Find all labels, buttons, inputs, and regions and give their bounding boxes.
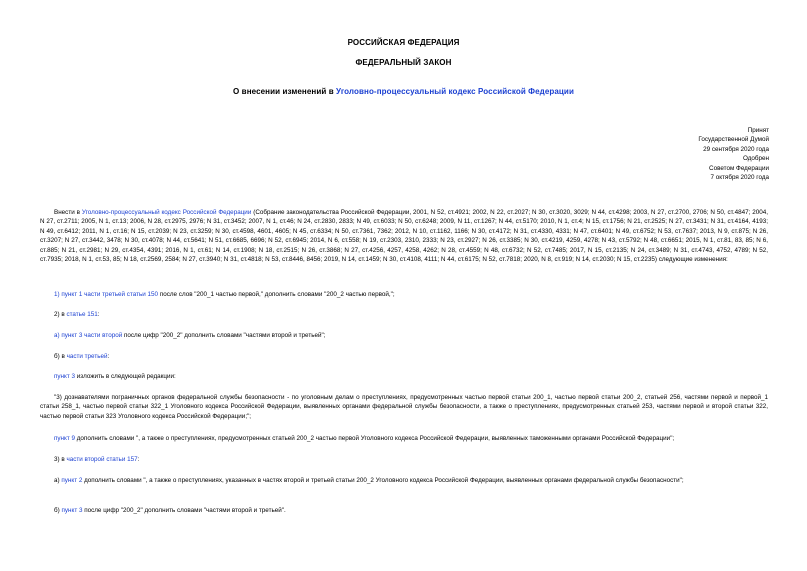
- document-type-heading: ФЕДЕРАЛЬНЫЙ ЗАКОН: [355, 58, 452, 67]
- law-title: [0, 87, 807, 96]
- law-title-code-link[interactable]: Уголовно-процессуальный кодекс Российской Федерации: [336, 87, 574, 96]
- intro-paragraph: [40, 208, 768, 264]
- item-3-prefix: 3) в: [54, 456, 67, 463]
- point-3-text: изложить в следующей редакции:: [75, 373, 176, 380]
- item-3: [54, 455, 768, 464]
- item-3a-text: дополнить словами ", а также о преступлениях, указанных в частях второй и третьей статьи 200_2 Уголовного кодекса Российской Федерации, выявленных органами федеральной службы безопасности";: [82, 477, 684, 484]
- item-2b-link[interactable]: части третьей: [66, 353, 108, 360]
- item-2-prefix: 2) в: [54, 311, 67, 318]
- item-2b: [54, 352, 768, 361]
- item-1-link[interactable]: 1) пункт 1 части третьей статьи 150: [54, 291, 159, 298]
- point-9-line: [54, 434, 768, 443]
- item-2b-suffix: :: [107, 353, 110, 360]
- item-2a: [54, 331, 768, 340]
- law-title-prefix: О внесении изменений в: [233, 87, 337, 96]
- adoption-line-council: Советом Федерации: [709, 164, 769, 172]
- item-2b-prefix: б) в: [54, 353, 67, 360]
- item-3b-prefix: б): [54, 507, 62, 514]
- adoption-block: [698, 126, 769, 182]
- adoption-line-adopted: Принят: [747, 127, 769, 134]
- country-heading: РОССИЙСКАЯ ФЕДЕРАЦИЯ: [347, 38, 460, 47]
- item-2-link[interactable]: статье 151: [66, 311, 98, 318]
- adoption-line-duma: Государственной Думой: [698, 136, 769, 144]
- item-2: [54, 310, 768, 319]
- item-2a-link[interactable]: а) пункт 3 части второй: [54, 332, 123, 339]
- point-9-link[interactable]: пункт 9: [54, 435, 75, 442]
- item-3a-link[interactable]: пункт 2: [61, 477, 83, 484]
- intro-code-link[interactable]: Уголовно-процессуальный кодекс Российской Федерации: [81, 209, 252, 216]
- item-2a-text: после цифр "200_2" дополнить словами "частями второй и третьей";: [122, 332, 326, 339]
- intro-prefix: Внести в: [54, 209, 82, 216]
- point-3-link[interactable]: пункт 3: [54, 373, 75, 380]
- adoption-line-duma-date: 29 сентября 2020 года: [703, 145, 769, 153]
- item-3-suffix: :: [137, 456, 140, 463]
- intro-text: (Собрание законодательства Российской Федерации, 2001, N 52, ст.4921; 2002, N 22, ст.2027; N 30, ст.3020, 3029; N 44, ст.4298; 2003, N 27, ст.2700, 2706; N 50, ст.4847; 2004, N 27, ст.2711; 2005, N 1, ст.13; 2006, N 28, ст.2975, 2976; N 31, ст.3452; 2007, N 1, ст.46; N 24, ст.2830, 2833; N 49, ст.6033; N 50, ст.6248; 2009, N 11, ст.1267; N 44, ст.5170; 2010, N 1, ст.4; N 15, ст.1756; N 21, ст.2525; N 27, ст.3431; N 31, ст.4164, 4193; N 49, ст.6412; 2011, N 1, ст.16; N 15, ст.2039; N 23, ст.3259; N 30, ст.4598, 4601, 4605; N 45, ст.6334; N 50, ст.7361, 7362; 2012, N 10, ст.1162, 1166; N 30, ст.4172; N 31, ст.4330, 4331; N 47, ст.6401; N 49, ст.6752; N 53, ст.7637; 2013, N 9, ст.875; N 26, ст.3207; N 27, ст.3442, 3478; N 30, ст.4078; N 44, ст.5641; N 51, ст.6685, 6696; N 52, ст.6945; 2014, N 6, ст.558; N 19, ст.2303, 2310, 2333; N 23, ст.2927; N 26, ст.3385; N 30, ст.4219, 4259, 4278; N 43, ст.5792; N 48, ст.6651; 2015, N 1, ст.81, 83, 85; N 6, ст.885; N 21, ст.2981; N 29, ст.4354, 4391; 2016, N 1, ст.61; N 14, ст.1908; N 18, ст.2515; N 26, ст.3868; N 27, ст.4256, 4257, 4258, 4262; N 28, ст.4559; N 48, ст.6732; N 52, ст.7485; 2017, N 15, ст.2135; N 24, ст.3489; N 31, ст.4743, 4752, 4789; N 52, ст.7935; 2018, N 1, ст.53, 85; N 18, ст.2569, 2584; N 27, ст.3940; N 31, ст.4818; N 53, ст.8446, 8456; 2019, N 14, ст.1459; N 30, ст.4108, 4111; N 44, ст.6175; N 52, ст.7818; 2020, N 8, ст.919; N 14, ст.2030; N 15, ст.2235) следующие изменения:: [40, 209, 769, 264]
- adoption-line-approved: Одобрен: [742, 155, 769, 163]
- point-3-quote: "3) дознавателями пограничных органов федеральной службы безопасности - по уголовным делам о преступлениях, предусмотренных частью первой статьи 200_1, частью первой статьи 200_2, статьей 256, частями первой и первой_1 статьи 258_1, частью первой статьи 322_1 Уголовного кодекса Российской Федерации, выявленных органами федеральной службы безопасности, а также о преступлениях, предусмотренных статьей 253, частями первой и второй статьи 322, частью первой статьи 323 Уголовного кодекса Российской Федерации;";: [40, 394, 768, 420]
- item-3b: [54, 506, 768, 515]
- point-3-line: [54, 372, 768, 381]
- item-3b-link[interactable]: пункт 3: [61, 507, 83, 514]
- adoption-line-council-date: 7 октября 2020 года: [710, 174, 769, 182]
- item-3-link[interactable]: части второй статьи 157: [66, 456, 138, 463]
- item-1: [54, 290, 768, 299]
- item-2-suffix: :: [97, 311, 100, 318]
- item-3a-prefix: а): [54, 477, 62, 484]
- point-9-text: дополнить словами ", а также о преступлениях, предусмотренных статьей 200_2 частью первой Уголовного кодекса Российской Федерации, выявленных таможенными органами Российской Федерации";: [75, 435, 675, 442]
- item-1-text: после слов "200_1 частью первой," дополнить словами "200_2 частью первой,";: [158, 291, 395, 298]
- item-3b-text: после цифр "200_2" дополнить словами "частями второй и третьей".: [82, 507, 286, 514]
- item-3a: [40, 476, 768, 485]
